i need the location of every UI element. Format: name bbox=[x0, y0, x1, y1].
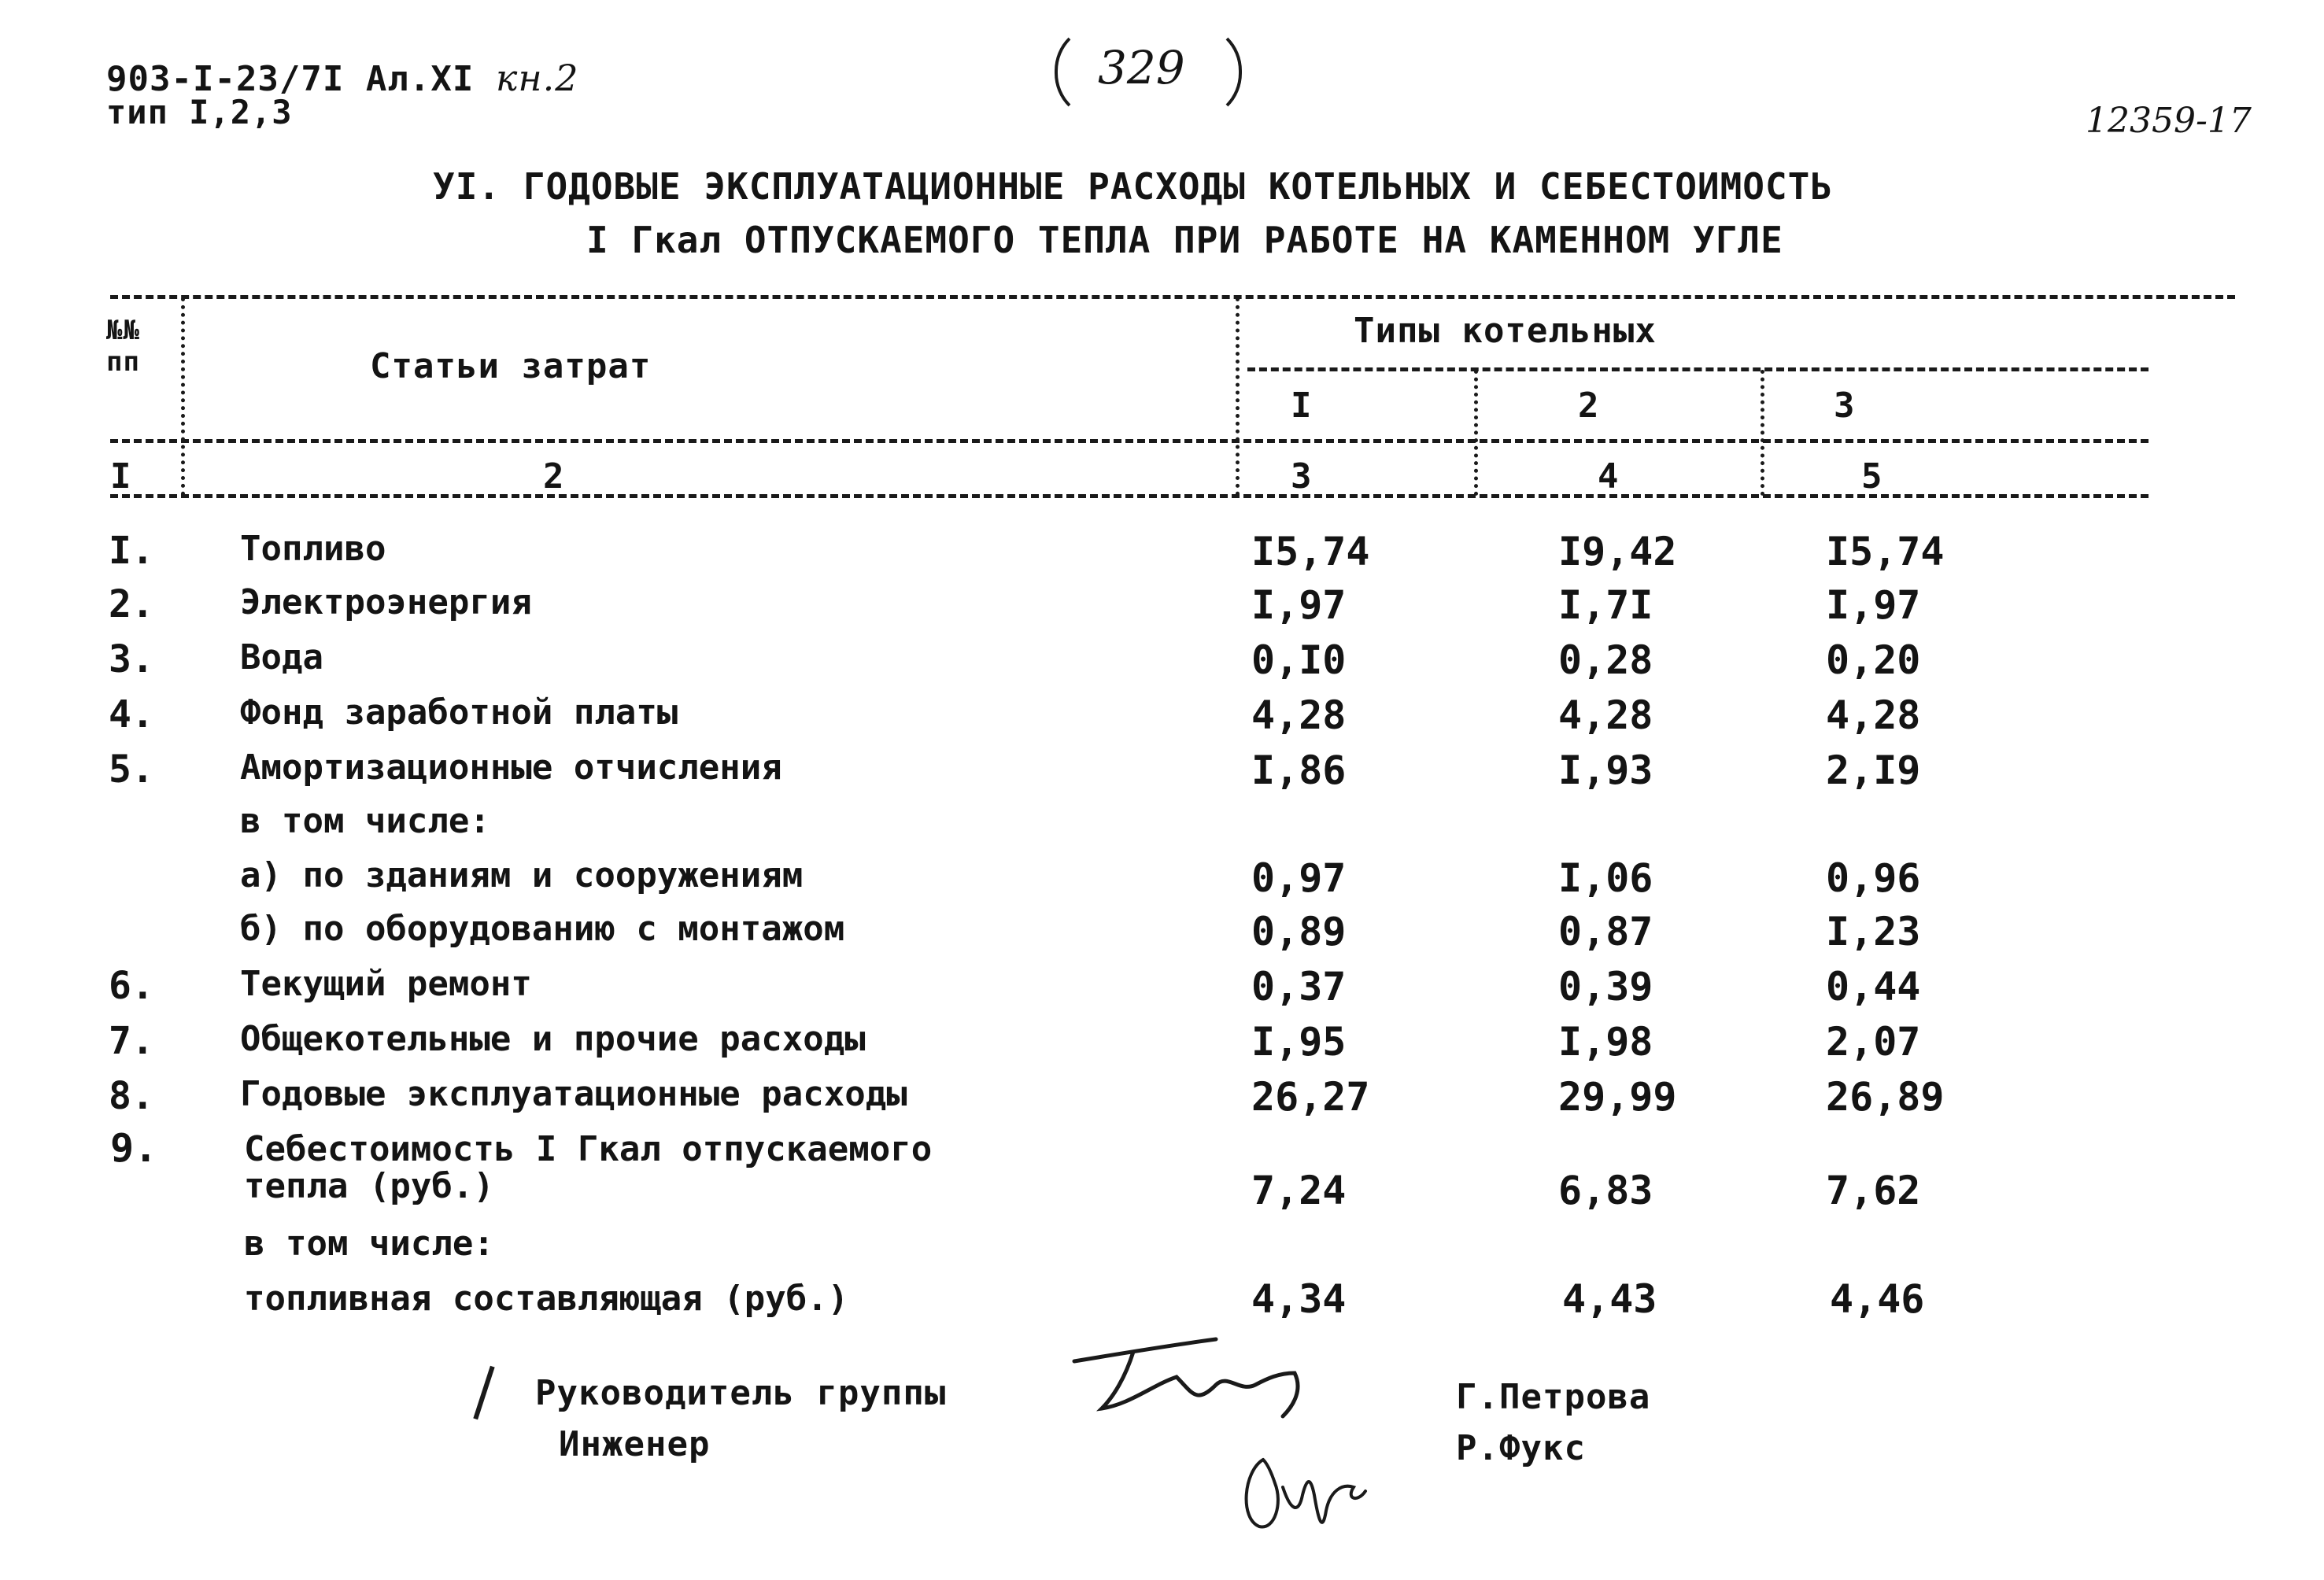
handwritten-signature-1 bbox=[1059, 1330, 1318, 1424]
table-top-rule bbox=[110, 295, 2235, 299]
inventory-number: 12359-17 bbox=[2086, 101, 2252, 141]
row-value-type-2: 4,28 bbox=[1558, 692, 1653, 738]
row-9-sub-label: в том числе: bbox=[244, 1224, 494, 1264]
fuel-row-value-2: 4,43 bbox=[1562, 1276, 1657, 1322]
row-number: 2. bbox=[109, 582, 154, 626]
row-value-type-1: 0,I0 bbox=[1251, 637, 1347, 683]
row-label: а) по зданиям и сооружениям bbox=[240, 855, 804, 895]
type-col-1-header: I bbox=[1291, 386, 1313, 426]
row-label: б) по оборудованию с монтажом bbox=[240, 909, 845, 949]
row-value-type-1: 0,89 bbox=[1251, 909, 1347, 954]
row-value-type-1: I,95 bbox=[1251, 1019, 1347, 1065]
row-value-type-2: 0,28 bbox=[1558, 637, 1653, 683]
row-value-type-1: 26,27 bbox=[1251, 1074, 1370, 1120]
col-divider-1 bbox=[181, 297, 185, 496]
row-label: Электроэнергия bbox=[240, 582, 532, 622]
row-value-type-2: 0,39 bbox=[1558, 964, 1653, 1010]
row-9-number: 9. bbox=[110, 1125, 158, 1171]
row-9-value-1: 7,24 bbox=[1251, 1168, 1347, 1213]
row-label: Текущий ремонт bbox=[240, 964, 532, 1004]
signature-role-1: Руководитель группы bbox=[535, 1373, 947, 1413]
row-value-type-3: I,23 bbox=[1826, 909, 1921, 954]
signature-name-2: Р.Фукс bbox=[1456, 1428, 1586, 1468]
index-col-5: 5 bbox=[1861, 456, 1883, 497]
col-divider-4 bbox=[1761, 370, 1764, 496]
row-value-type-3: 4,28 bbox=[1826, 692, 1921, 738]
row-9-value-3: 7,62 bbox=[1826, 1168, 1921, 1213]
row-value-type-1: 4,28 bbox=[1251, 692, 1347, 738]
row-value-type-3: I5,74 bbox=[1826, 529, 1945, 574]
title-line-1: УI. ГОДОВЫЕ ЭКСПЛУАТАЦИОННЫЕ РАСХОДЫ КОТЕЛЬНЫХ И СЕБЕСТОИМОСТЬ bbox=[433, 165, 1834, 208]
type-col-3-header: 3 bbox=[1834, 386, 1856, 426]
row-value-type-2: I,06 bbox=[1558, 855, 1653, 901]
title-line-2: I Гкал ОТПУСКАЕМОГО ТЕПЛА ПРИ РАБОТЕ НА КАМЕННОМ УГЛЕ bbox=[586, 219, 1783, 261]
row-value-type-3: 2,07 bbox=[1826, 1019, 1921, 1065]
row-value-type-3: 0,96 bbox=[1826, 855, 1921, 901]
document-book: кн.2 bbox=[495, 57, 579, 99]
row-value-type-3: 2,I9 bbox=[1826, 748, 1921, 793]
signature-role-2: Инженер bbox=[559, 1424, 711, 1464]
index-col-1: I bbox=[110, 456, 132, 497]
row-value-type-2: I,98 bbox=[1558, 1019, 1653, 1065]
row-number: 6. bbox=[109, 964, 154, 1008]
row-number: I. bbox=[109, 529, 154, 573]
row-number: 5. bbox=[109, 748, 154, 792]
row-label: Общекотельные и прочие расходы bbox=[240, 1019, 866, 1059]
document-type: тип I,2,3 bbox=[106, 93, 293, 131]
row-9-value-2: 6,83 bbox=[1558, 1168, 1653, 1213]
row-label: Топливо bbox=[240, 529, 386, 569]
row-number: 8. bbox=[109, 1074, 154, 1118]
page-number: 329 bbox=[1098, 41, 1185, 94]
col-divider-3 bbox=[1474, 370, 1478, 496]
fuel-row-label: топливная составляющая (руб.) bbox=[244, 1279, 849, 1319]
row-label: Вода bbox=[240, 637, 323, 677]
row-label: Годовые эксплуатационные расходы bbox=[240, 1074, 907, 1114]
row-value-type-2: I9,42 bbox=[1558, 529, 1677, 574]
index-col-2: 2 bbox=[543, 456, 565, 497]
fuel-row-value-3: 4,46 bbox=[1830, 1276, 1925, 1322]
types-group-header: Типы котельных bbox=[1354, 311, 1657, 351]
items-column-header: Статьи затрат bbox=[370, 346, 652, 386]
row-value-type-2: 0,87 bbox=[1558, 909, 1653, 954]
document-code-text: 903-I-23/7I Ал.XI bbox=[106, 59, 475, 99]
row-value-type-1: I,86 bbox=[1251, 748, 1347, 793]
row-value-type-1: I5,74 bbox=[1251, 529, 1370, 574]
index-row-rule bbox=[110, 494, 2148, 498]
row-label: Амортизационные отчисления bbox=[240, 748, 782, 788]
row-value-type-3: 0,44 bbox=[1826, 964, 1921, 1010]
row-value-type-3: 26,89 bbox=[1826, 1074, 1945, 1120]
row-number: 4. bbox=[109, 692, 154, 736]
fuel-row-value-1: 4,34 bbox=[1251, 1276, 1347, 1322]
types-group-rule bbox=[1247, 367, 2148, 371]
row-label: в том числе: bbox=[240, 801, 490, 841]
signature-slash bbox=[473, 1366, 494, 1419]
index-col-3: 3 bbox=[1291, 456, 1313, 497]
type-col-2-header: 2 bbox=[1578, 386, 1600, 426]
row-number: 3. bbox=[109, 637, 154, 681]
row-value-type-3: I,97 bbox=[1826, 582, 1921, 628]
row-9-label-line-1: Себестоимость I Гкал отпускаемого bbox=[244, 1129, 933, 1169]
row-value-type-3: 0,20 bbox=[1826, 637, 1921, 683]
index-col-4: 4 bbox=[1598, 456, 1620, 497]
row-value-type-1: 0,97 bbox=[1251, 855, 1347, 901]
col-divider-2 bbox=[1236, 297, 1240, 496]
row-label: Фонд заработной платы bbox=[240, 692, 678, 733]
row-value-type-1: 0,37 bbox=[1251, 964, 1347, 1010]
head-bottom-rule bbox=[110, 439, 2148, 443]
row-value-type-2: I,93 bbox=[1558, 748, 1653, 793]
signature-name-1: Г.Петрова bbox=[1456, 1377, 1651, 1417]
row-number: 7. bbox=[109, 1019, 154, 1063]
row-value-type-1: I,97 bbox=[1251, 582, 1347, 628]
row-value-type-2: I,7I bbox=[1558, 582, 1653, 628]
handwritten-signature-2 bbox=[1228, 1440, 1385, 1542]
row-9-label-line-2: тепла (руб.) bbox=[244, 1166, 494, 1206]
row-value-type-2: 29,99 bbox=[1558, 1074, 1677, 1120]
num-column-header: №№ пп bbox=[106, 315, 140, 378]
